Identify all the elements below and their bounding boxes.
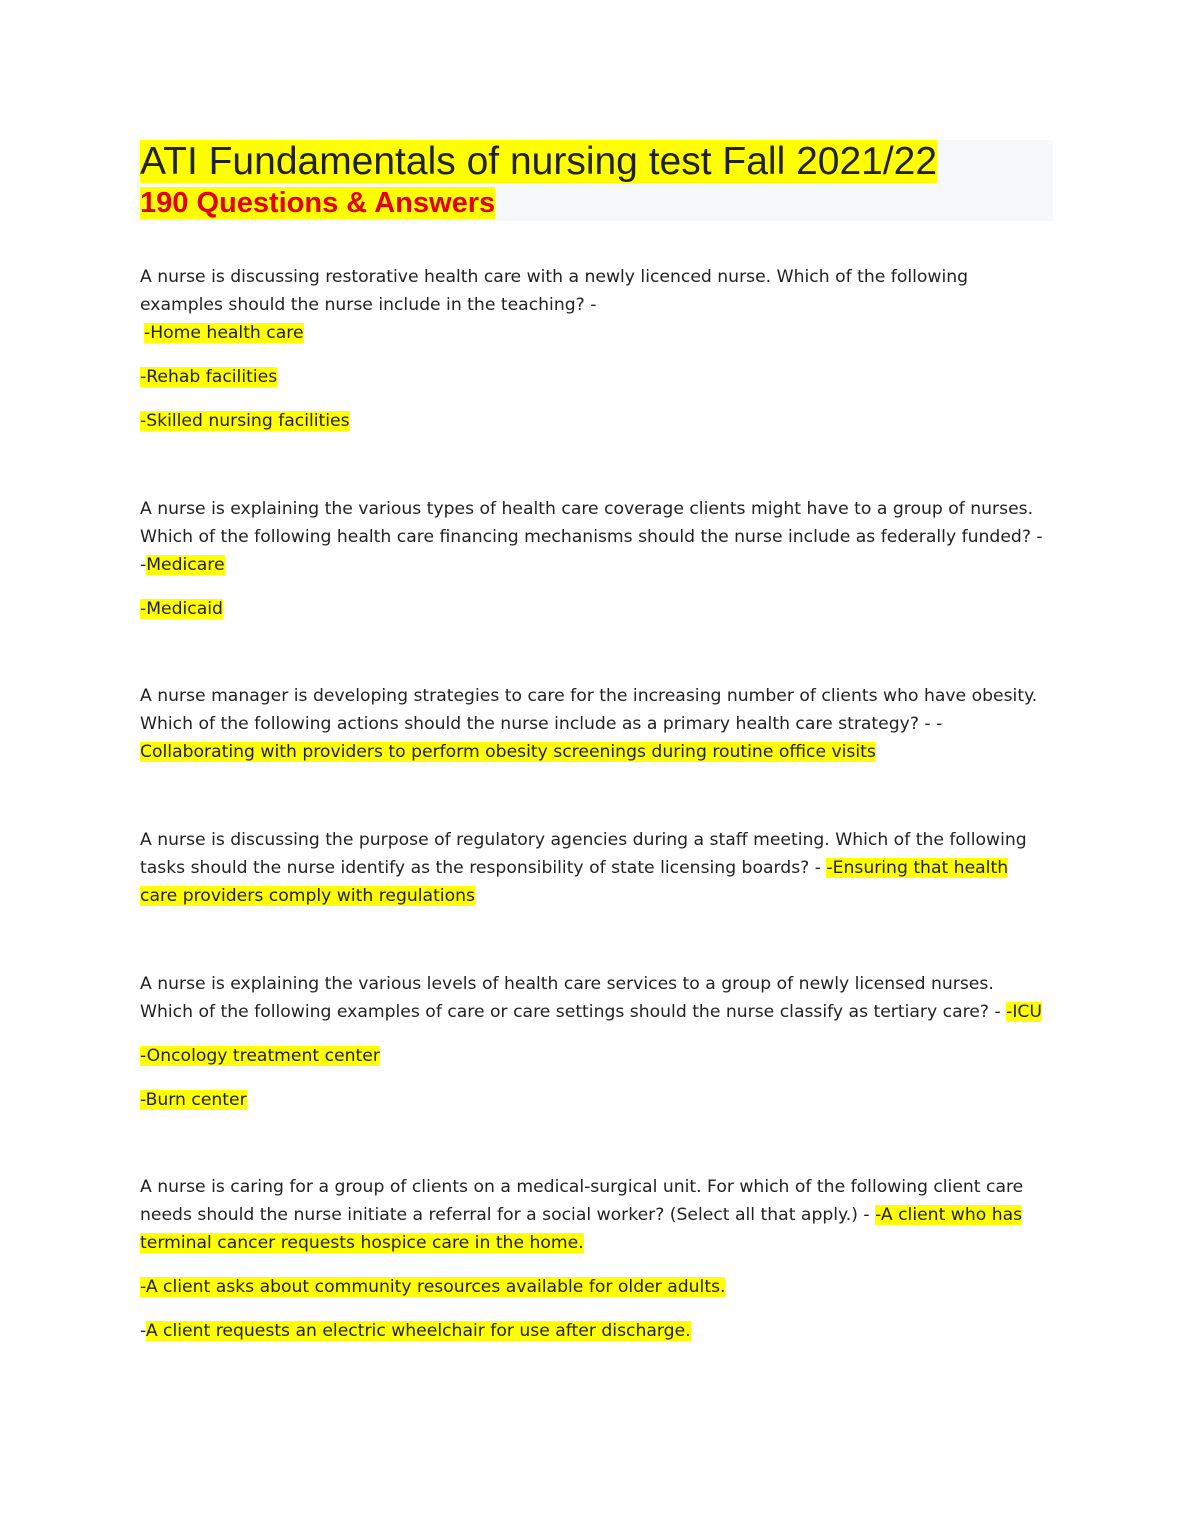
question-text: A nurse is explaining the various types of health care coverage clients might have to a group of nurses. — [140, 499, 1034, 519]
question-block — [140, 682, 1037, 766]
answer-item: care providers comply with regulations — [140, 886, 475, 906]
title-block — [137, 140, 1053, 221]
page-subtitle: 190 Questions & Answers — [140, 187, 496, 219]
question-text: needs should the nurse initiate a referral for a social worker? (Select all that apply.) - -A client who has — [140, 1205, 1023, 1225]
question-text: A nurse is discussing restorative health care with a newly licenced nurse. Which of the following — [140, 267, 969, 287]
answer-item: -Skilled nursing facilities — [140, 411, 350, 431]
question-text: A nurse is explaining the various levels of health care services to a group of newly licensed nurses. — [140, 974, 994, 994]
question-block — [140, 263, 968, 435]
answer-item: -Burn center — [140, 1090, 247, 1110]
question-block — [140, 495, 1043, 623]
question-block — [140, 1173, 1023, 1345]
answer-item: terminal cancer requests hospice care in the home. — [140, 1233, 584, 1253]
answer-item: -Rehab facilities — [140, 367, 278, 387]
question-text: Which of the following examples of care or care settings should the nurse classify as tertiary care? - -ICU — [140, 1002, 1042, 1022]
answer-item: -Medicaid — [140, 599, 223, 619]
question-text: A nurse manager is developing strategies to care for the increasing number of clients who have obesity. — [140, 686, 1038, 706]
answer-item: -A client who has — [875, 1205, 1023, 1225]
question-text: Which of the following actions should the nurse include as a primary health care strategy? - - — [140, 714, 943, 734]
answer-item: -Medicare — [140, 555, 225, 575]
answer-item: Collaborating with providers to perform obesity screenings during routine office visits — [140, 742, 876, 762]
answer-item: -A client requests an electric wheelchair for use after discharge. — [140, 1321, 691, 1341]
answer-item: -Ensuring that health — [826, 858, 1009, 878]
question-block — [140, 970, 1042, 1114]
answer-item: -Home health care — [144, 323, 304, 343]
question-text: tasks should the nurse identify as the responsibility of state licensing boards? - -Ensuring that health — [140, 858, 1009, 878]
page-title: ATI Fundamentals of nursing test Fall 2021/22 — [140, 140, 938, 183]
answer-item: -Oncology treatment center — [140, 1046, 380, 1066]
answer-item: -ICU — [1006, 1002, 1042, 1022]
question-text: A nurse is caring for a group of clients on a medical-surgical unit. For which of the following client care — [140, 1177, 1024, 1197]
answer-item: -A client asks about community resources available for older adults. — [140, 1277, 726, 1297]
question-text: examples should the nurse include in the teaching? - — [140, 295, 597, 315]
question-block — [140, 826, 1027, 910]
question-text: A nurse is discussing the purpose of regulatory agencies during a staff meeting. Which of the following — [140, 830, 1027, 850]
question-text: Which of the following health care financing mechanisms should the nurse include as federally funded? - — [140, 527, 1043, 547]
